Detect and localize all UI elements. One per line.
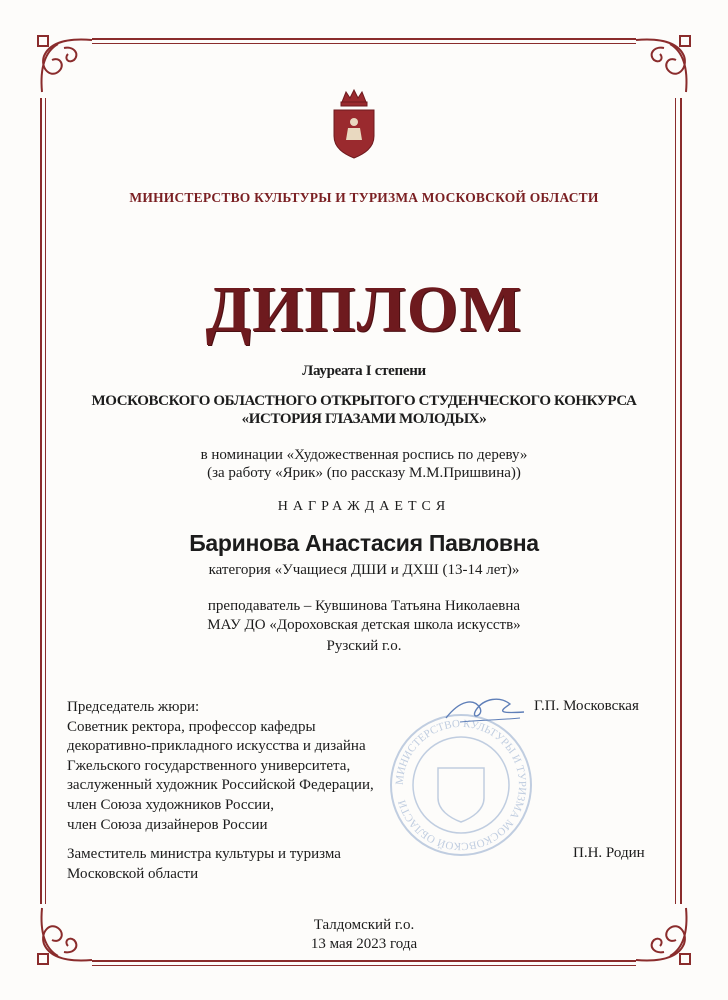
recipient-name: Баринова Анастасия Павловна bbox=[189, 530, 539, 556]
jury-line: заслуженный художник Российской Федерации, bbox=[67, 777, 374, 794]
school: МАУ ДО «Дороховская детская школа искусств» bbox=[207, 617, 521, 633]
frame-bottom-line bbox=[92, 960, 636, 962]
signature-moskovskaya bbox=[440, 690, 530, 730]
nomination: в номинации «Художественная роспись по дереву» bbox=[200, 447, 528, 463]
jury-line: Председатель жюри: bbox=[67, 699, 200, 715]
issue-date: 13 мая 2023 года bbox=[310, 936, 418, 952]
work-title: (за работу «Ярик» (по рассказу М.М.Пришвина)) bbox=[207, 465, 521, 481]
jury-line: декоративно-прикладного искусства и дизайна bbox=[67, 738, 366, 755]
deputy-minister-name: П.Н. Родин bbox=[573, 845, 645, 861]
jury-line: Советник ректора, профессор кафедры bbox=[67, 718, 316, 735]
frame-top-line-inner bbox=[92, 43, 636, 44]
jury-line: Гжельского государственного университета, bbox=[67, 757, 351, 774]
teacher: преподаватель – Кувшинова Татьяна Николаевна bbox=[207, 598, 521, 614]
awarded-label: НАГРАЖДАЕТСЯ bbox=[277, 499, 451, 514]
jury-line: член Союза дизайнеров России bbox=[67, 816, 268, 833]
coat-of-arms-icon bbox=[328, 88, 380, 160]
frame-bottom-line-inner bbox=[92, 965, 636, 966]
contest-name-line2: «ИСТОРИЯ ГЛАЗАМИ МОЛОДЫХ» bbox=[241, 411, 487, 427]
jury-chair-name: Г.П. Московская bbox=[534, 698, 639, 714]
deputy-minister-block bbox=[67, 845, 341, 884]
corner-ornament-top-right bbox=[628, 26, 700, 100]
corner-ornament-top-left bbox=[28, 26, 100, 100]
issue-place: Талдомский г.о. bbox=[313, 917, 415, 933]
diploma-title: ДИПЛОМ bbox=[205, 273, 523, 346]
svg-text:МИНИСТЕРСТВО КУЛЬТУРЫ И ТУРИЗМ bbox=[394, 718, 528, 852]
district: Рузский г.о. bbox=[326, 638, 402, 654]
jury-line: член Союза художников России, bbox=[67, 796, 274, 813]
laureate-degree: Лауреата I степени bbox=[302, 363, 426, 379]
deputy-line: Заместитель министра культуры и туризма bbox=[67, 846, 341, 862]
category: категория «Учащиеся ДШИ и ДХШ (13-14 лет)» bbox=[208, 562, 520, 578]
ministry-name: МИНИСТЕРСТВО КУЛЬТУРЫ И ТУРИЗМА МОСКОВСКОЙ ОБЛАСТИ bbox=[129, 190, 599, 205]
stamp-text: МИНИСТЕРСТВО КУЛЬТУРЫ И ТУРИЗМА МОСКОВСКОЙ ОБЛАСТИ bbox=[393, 717, 529, 853]
deputy-line: Московской области bbox=[67, 865, 199, 882]
official-stamp bbox=[386, 710, 536, 860]
jury-chair-block bbox=[67, 698, 374, 835]
contest-name-line1: МОСКОВСКОГО ОБЛАСТНОГО ОТКРЫТОГО СТУДЕНЧЕСКОГО КОНКУРСА bbox=[91, 393, 637, 409]
frame-top-line bbox=[92, 38, 636, 40]
